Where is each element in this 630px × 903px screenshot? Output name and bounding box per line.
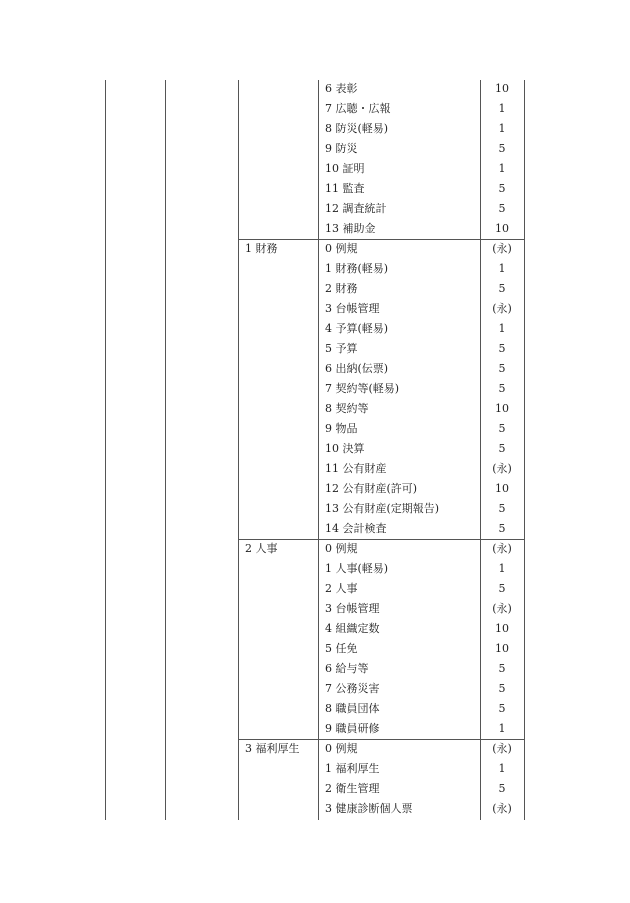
retention-period: (永): [492, 462, 512, 475]
column-divider: [318, 80, 319, 820]
column-divider: [524, 80, 525, 820]
item-label: 1 福利厚生: [325, 762, 380, 775]
retention-period: 10: [495, 642, 509, 655]
retention-period: 5: [498, 282, 506, 295]
retention-period: 5: [498, 202, 506, 215]
retention-period: 1: [498, 562, 506, 575]
column-divider: [105, 80, 106, 820]
retention-period: 5: [498, 442, 506, 455]
retention-period: 5: [498, 382, 506, 395]
retention-period: 10: [495, 482, 509, 495]
subcategory-label: 3 福利厚生: [245, 742, 300, 755]
retention-period: 5: [498, 342, 506, 355]
retention-period: (永): [492, 602, 512, 615]
column-divider: [238, 80, 239, 820]
retention-period: 10: [495, 402, 509, 415]
item-label: 12 調査統計: [325, 202, 387, 215]
item-label: 3 台帳管理: [325, 602, 380, 615]
retention-period: 5: [498, 662, 506, 675]
column-divider: [480, 80, 481, 820]
retention-period: 1: [498, 722, 506, 735]
item-label: 13 補助金: [325, 222, 376, 235]
retention-period: (永): [492, 302, 512, 315]
item-label: 6 表彰: [325, 82, 358, 95]
item-label: 7 公務災害: [325, 682, 380, 695]
item-label: 7 広聴・広報: [325, 102, 391, 115]
item-label: 9 物品: [325, 422, 358, 435]
item-label: 2 人事: [325, 582, 358, 595]
retention-period: 5: [498, 182, 506, 195]
item-label: 3 健康診断個人票: [325, 802, 413, 815]
item-label: 0 例規: [325, 242, 358, 255]
retention-period: 5: [498, 142, 506, 155]
retention-period: (永): [492, 542, 512, 555]
retention-period: (永): [492, 242, 512, 255]
item-label: 2 衛生管理: [325, 782, 380, 795]
retention-period: 5: [498, 702, 506, 715]
retention-period: 5: [498, 682, 506, 695]
item-label: 8 防災(軽易): [325, 122, 389, 135]
item-label: 6 出納(伝票): [325, 362, 389, 375]
retention-period: 5: [498, 782, 506, 795]
retention-period: 1: [498, 762, 506, 775]
item-label: 8 契約等: [325, 402, 369, 415]
subcategory-label: 2 人事: [245, 542, 278, 555]
retention-period: 5: [498, 502, 506, 515]
item-label: 6 給与等: [325, 662, 369, 675]
retention-period: (永): [492, 742, 512, 755]
item-label: 9 防災: [325, 142, 358, 155]
item-label: 10 証明: [325, 162, 365, 175]
retention-period: 1: [498, 122, 506, 135]
retention-period: 10: [495, 82, 509, 95]
item-label: 4 予算(軽易): [325, 322, 389, 335]
retention-period: 1: [498, 162, 506, 175]
retention-period: 1: [498, 322, 506, 335]
item-label: 10 決算: [325, 442, 365, 455]
item-label: 1 財務(軽易): [325, 262, 389, 275]
retention-period: 10: [495, 622, 509, 635]
retention-period: 5: [498, 522, 506, 535]
subcategory-label: 1 財務: [245, 242, 278, 255]
item-label: 2 財務: [325, 282, 358, 295]
item-label: 0 例規: [325, 742, 358, 755]
retention-period: 10: [495, 222, 509, 235]
item-label: 3 台帳管理: [325, 302, 380, 315]
item-label: 13 公有財産(定期報告): [325, 502, 440, 515]
item-label: 0 例規: [325, 542, 358, 555]
item-label: 14 会計検査: [325, 522, 387, 535]
retention-period: 5: [498, 422, 506, 435]
item-label: 7 契約等(軽易): [325, 382, 400, 395]
retention-period: 1: [498, 102, 506, 115]
item-label: 5 任免: [325, 642, 358, 655]
item-label: 4 組織定数: [325, 622, 380, 635]
item-label: 1 人事(軽易): [325, 562, 389, 575]
retention-period: 5: [498, 582, 506, 595]
column-divider: [165, 80, 166, 820]
retention-period: 1: [498, 262, 506, 275]
item-label: 5 予算: [325, 342, 358, 355]
item-label: 12 公有財産(許可): [325, 482, 418, 495]
item-label: 8 職員団体: [325, 702, 380, 715]
retention-period: 5: [498, 362, 506, 375]
item-label: 11 監査: [325, 182, 365, 195]
item-label: 11 公有財産: [325, 462, 387, 475]
item-label: 9 職員研修: [325, 722, 380, 735]
retention-period: (永): [492, 802, 512, 815]
